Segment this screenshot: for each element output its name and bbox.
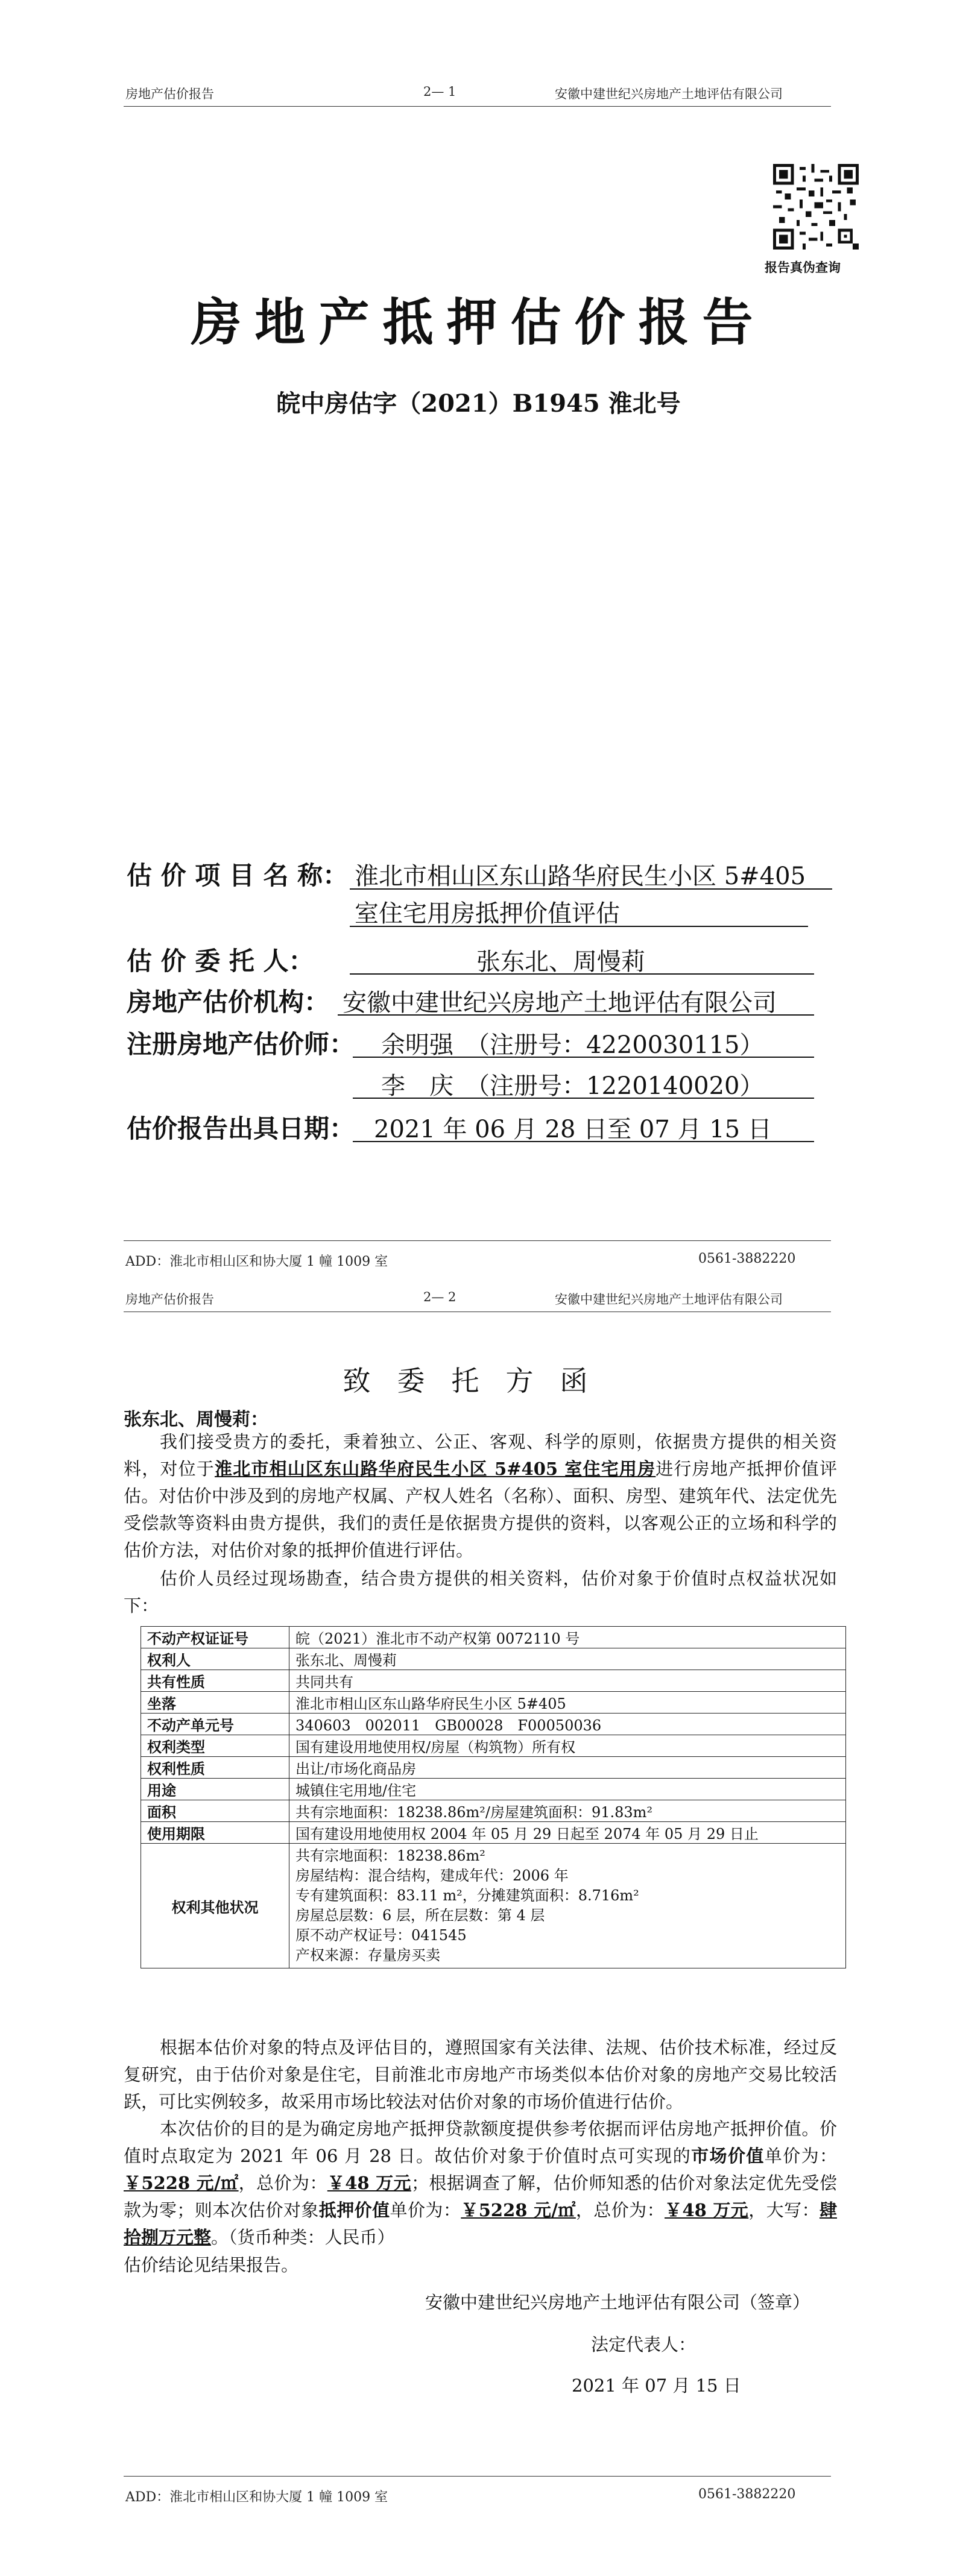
- other-status-line: 房屋结构：混合结构，建成年代：2006 年: [295, 1867, 569, 1884]
- project-name-line1: 淮北市相山区东山路华府民生小区 5#405: [355, 862, 806, 890]
- signature-company: 安徽中建世纪兴房地产土地评估有限公司（签章）: [425, 2292, 810, 2313]
- table-key: 权利人: [141, 1648, 289, 1670]
- appraiser-2-underline: [353, 1098, 814, 1099]
- header-right: 安徽中建世纪兴房地产土地评估有限公司: [555, 1292, 783, 1307]
- paragraph-see-results: 估价结论见结果报告。: [124, 2255, 299, 2275]
- table-key: 坐落: [141, 1692, 289, 1714]
- appraiser-label: 注册房地产估价师：: [127, 1029, 355, 1059]
- table-value: 淮北市相山区东山路华府民生小区 5#405: [289, 1692, 846, 1714]
- project-underline-2: [350, 926, 808, 927]
- report-date-underline: [353, 1141, 814, 1142]
- rights-table: [141, 1626, 846, 1968]
- table-row: [141, 1779, 846, 1800]
- qr-caption: 报告真伪查询: [765, 260, 841, 275]
- table-key: 不动产权证证号: [141, 1627, 289, 1648]
- footer-phone: 0561-3882220: [698, 1251, 796, 1266]
- letter-title: 致委托方函: [343, 1365, 614, 1397]
- header-right: 安徽中建世纪兴房地产土地评估有限公司: [555, 87, 783, 101]
- report-date-label: 估价报告出具日期：: [127, 1114, 355, 1143]
- client-underline: [350, 973, 814, 975]
- paragraph-intro: 我们接受贵方的委托，秉着独立、公正、客观、科学的原则，依据贵方提供的相关资料，对位于淮北市相山区东山路华府民生小区 5#405 室住宅用房进行房地产抵押价值评估。对估价中涉及到的房地产权属、产权人姓名（名称）、面积、房型、建筑年代、法定优先受偿款等资料由贵方提供，我们的责任是依据贵方提供的资料，以客观公正的立场和科学的估价方法，对估价对象的抵押价值进行评估。: [124, 1431, 837, 1560]
- agency-value: 安徽中建世纪兴房地产土地评估有限公司: [343, 989, 777, 1017]
- mortgage-unit-price: ￥5228 元/㎡: [461, 2200, 576, 2220]
- report-date-value: 2021 年 06 月 28 日至 07 月 15 日: [374, 1116, 772, 1143]
- table-value: 城镇住宅用地/住宅: [289, 1779, 846, 1800]
- header-page-number: 2— 2: [423, 1290, 456, 1304]
- signature-representative: 法定代表人：: [591, 2334, 696, 2355]
- header-left: 房地产估价报告: [125, 1292, 214, 1307]
- project-underline-1: [350, 888, 832, 890]
- project-name-line2: 室住宅用房抵押价值评估: [355, 900, 620, 928]
- table-row: [141, 1692, 846, 1714]
- appraiser-2: 李 庆 （注册号：1220140020）: [381, 1072, 764, 1100]
- table-key: 权利类型: [141, 1735, 289, 1757]
- table-key: 面积: [141, 1800, 289, 1822]
- footer-phone: 0561-3882220: [698, 2487, 796, 2502]
- footer-rule: [124, 1240, 831, 1241]
- other-status-line: 共有宗地面积：18238.86m²: [295, 1847, 485, 1864]
- other-status-line: 房屋总层数：6 层，所在层数：第 4 层: [295, 1907, 545, 1924]
- footer-address: ADD：淮北市相山区和协大厦 1 幢 1009 室: [125, 2490, 388, 2505]
- table-value: 张东北、周慢莉: [289, 1648, 846, 1670]
- table-row: [141, 1648, 846, 1670]
- paragraph-inspection: 估价人员经过现场勘查，结合贵方提供的相关资料，估价对象于价值时点权益状况如下：: [124, 1568, 837, 1616]
- document-number: 皖中房估字（2021）B1945 淮北号: [276, 389, 681, 418]
- other-status-line: 专有建筑面积：83.11 m²，分摊建筑面积：8.716m²: [295, 1887, 639, 1904]
- paragraph-conclusion: 本次估价的目的是为确定房地产抵押贷款额度提供参考依据而评估房地产抵押价值。价值时点取定为 2021 年 06 月 28 日。故估价对象于价值时点可实现的市场价值单价为：￥5228 元/㎡，总价为：￥48 万元；根据调查了解，估价师知悉的估价对象法定优先受偿款为零；则本次估价对象抵押价值单价为：￥5228 元/㎡，总价为：￥48 万元，大写：肆拾捌万元整。（货币种类：人民币）: [124, 2119, 837, 2248]
- table-value: 共同共有: [289, 1670, 846, 1692]
- table-value: 国有建设用地使用权 2004 年 05 月 29 日起至 2074 年 05 月 29 日止: [289, 1822, 846, 1844]
- qr-code-icon[interactable]: [773, 164, 859, 250]
- table-value: [289, 1844, 846, 1968]
- appraiser-1: 余明强 （注册号：4220030115）: [381, 1031, 764, 1059]
- table-row: [141, 1627, 846, 1648]
- market-unit-price: ￥5228 元/㎡: [124, 2173, 239, 2193]
- table-value: 340603 002011 GB00028 F00050036: [289, 1714, 846, 1735]
- header-rule: [124, 106, 831, 107]
- table-row: [141, 1757, 846, 1779]
- market-total-price: ￥48 万元: [327, 2173, 411, 2193]
- client-value: 张东北、周慢莉: [476, 948, 645, 976]
- table-key: 权利性质: [141, 1757, 289, 1779]
- table-value: 出让/市场化商品房: [289, 1757, 846, 1779]
- table-value: 共有宗地面积：18238.86m²/房屋建筑面积：91.83m²: [289, 1800, 846, 1822]
- property-address-emphasis: 淮北市相山区东山路华府民生小区 5#405 室住宅用房: [214, 1459, 656, 1479]
- table-row: [141, 1822, 846, 1844]
- appraiser-1-underline: [353, 1057, 814, 1058]
- table-key: 不动产单元号: [141, 1714, 289, 1735]
- report-title: 房地产抵押估价报告: [191, 292, 766, 352]
- agency-label: 房地产估价机构：: [127, 987, 330, 1017]
- table-key: 共有性质: [141, 1670, 289, 1692]
- footer-address: ADD：淮北市相山区和协大厦 1 幢 1009 室: [125, 1254, 388, 1269]
- addressee: 张东北、周慢莉：: [124, 1409, 268, 1430]
- other-status-line: 产权来源：存量房买卖: [295, 1947, 440, 1964]
- other-status-line: 原不动产权证号：041545: [295, 1927, 467, 1944]
- header-page-number: 2— 1: [423, 84, 456, 99]
- amount-in-words: 肆拾捌万元整: [124, 2200, 837, 2248]
- table-row: [141, 1714, 846, 1735]
- table-key: 用途: [141, 1779, 289, 1800]
- table-row: [141, 1735, 846, 1757]
- table-value: 国有建设用地使用权/房屋（构筑物）所有权: [289, 1735, 846, 1757]
- footer-rule: [124, 2476, 831, 2477]
- header-left: 房地产估价报告: [125, 87, 214, 101]
- table-key: 使用期限: [141, 1822, 289, 1844]
- table-value: 皖（2021）淮北市不动产权第 0072110 号: [289, 1627, 846, 1648]
- project-name-label: 估 价 项 目 名 称：: [127, 861, 349, 890]
- signature-date: 2021 年 07 月 15 日: [572, 2375, 741, 2396]
- agency-underline: [338, 1014, 814, 1016]
- table-key: 权利其他状况: [141, 1844, 289, 1968]
- table-row: [141, 1844, 846, 1968]
- table-row: [141, 1670, 846, 1692]
- client-label: 估 价 委 托 人：: [127, 946, 314, 976]
- table-row: [141, 1800, 846, 1822]
- paragraph-method: 根据本估价对象的特点及评估目的，遵照国家有关法律、法规、估价技术标准，经过反复研究，由于估价对象是住宅，目前淮北市房地产市场类似本估价对象的房地产交易比较活跃，可比实例较多，故采用市场比较法对估价对象的市场价值进行估价。: [124, 2037, 837, 2112]
- mortgage-total-price: ￥48 万元: [665, 2200, 749, 2220]
